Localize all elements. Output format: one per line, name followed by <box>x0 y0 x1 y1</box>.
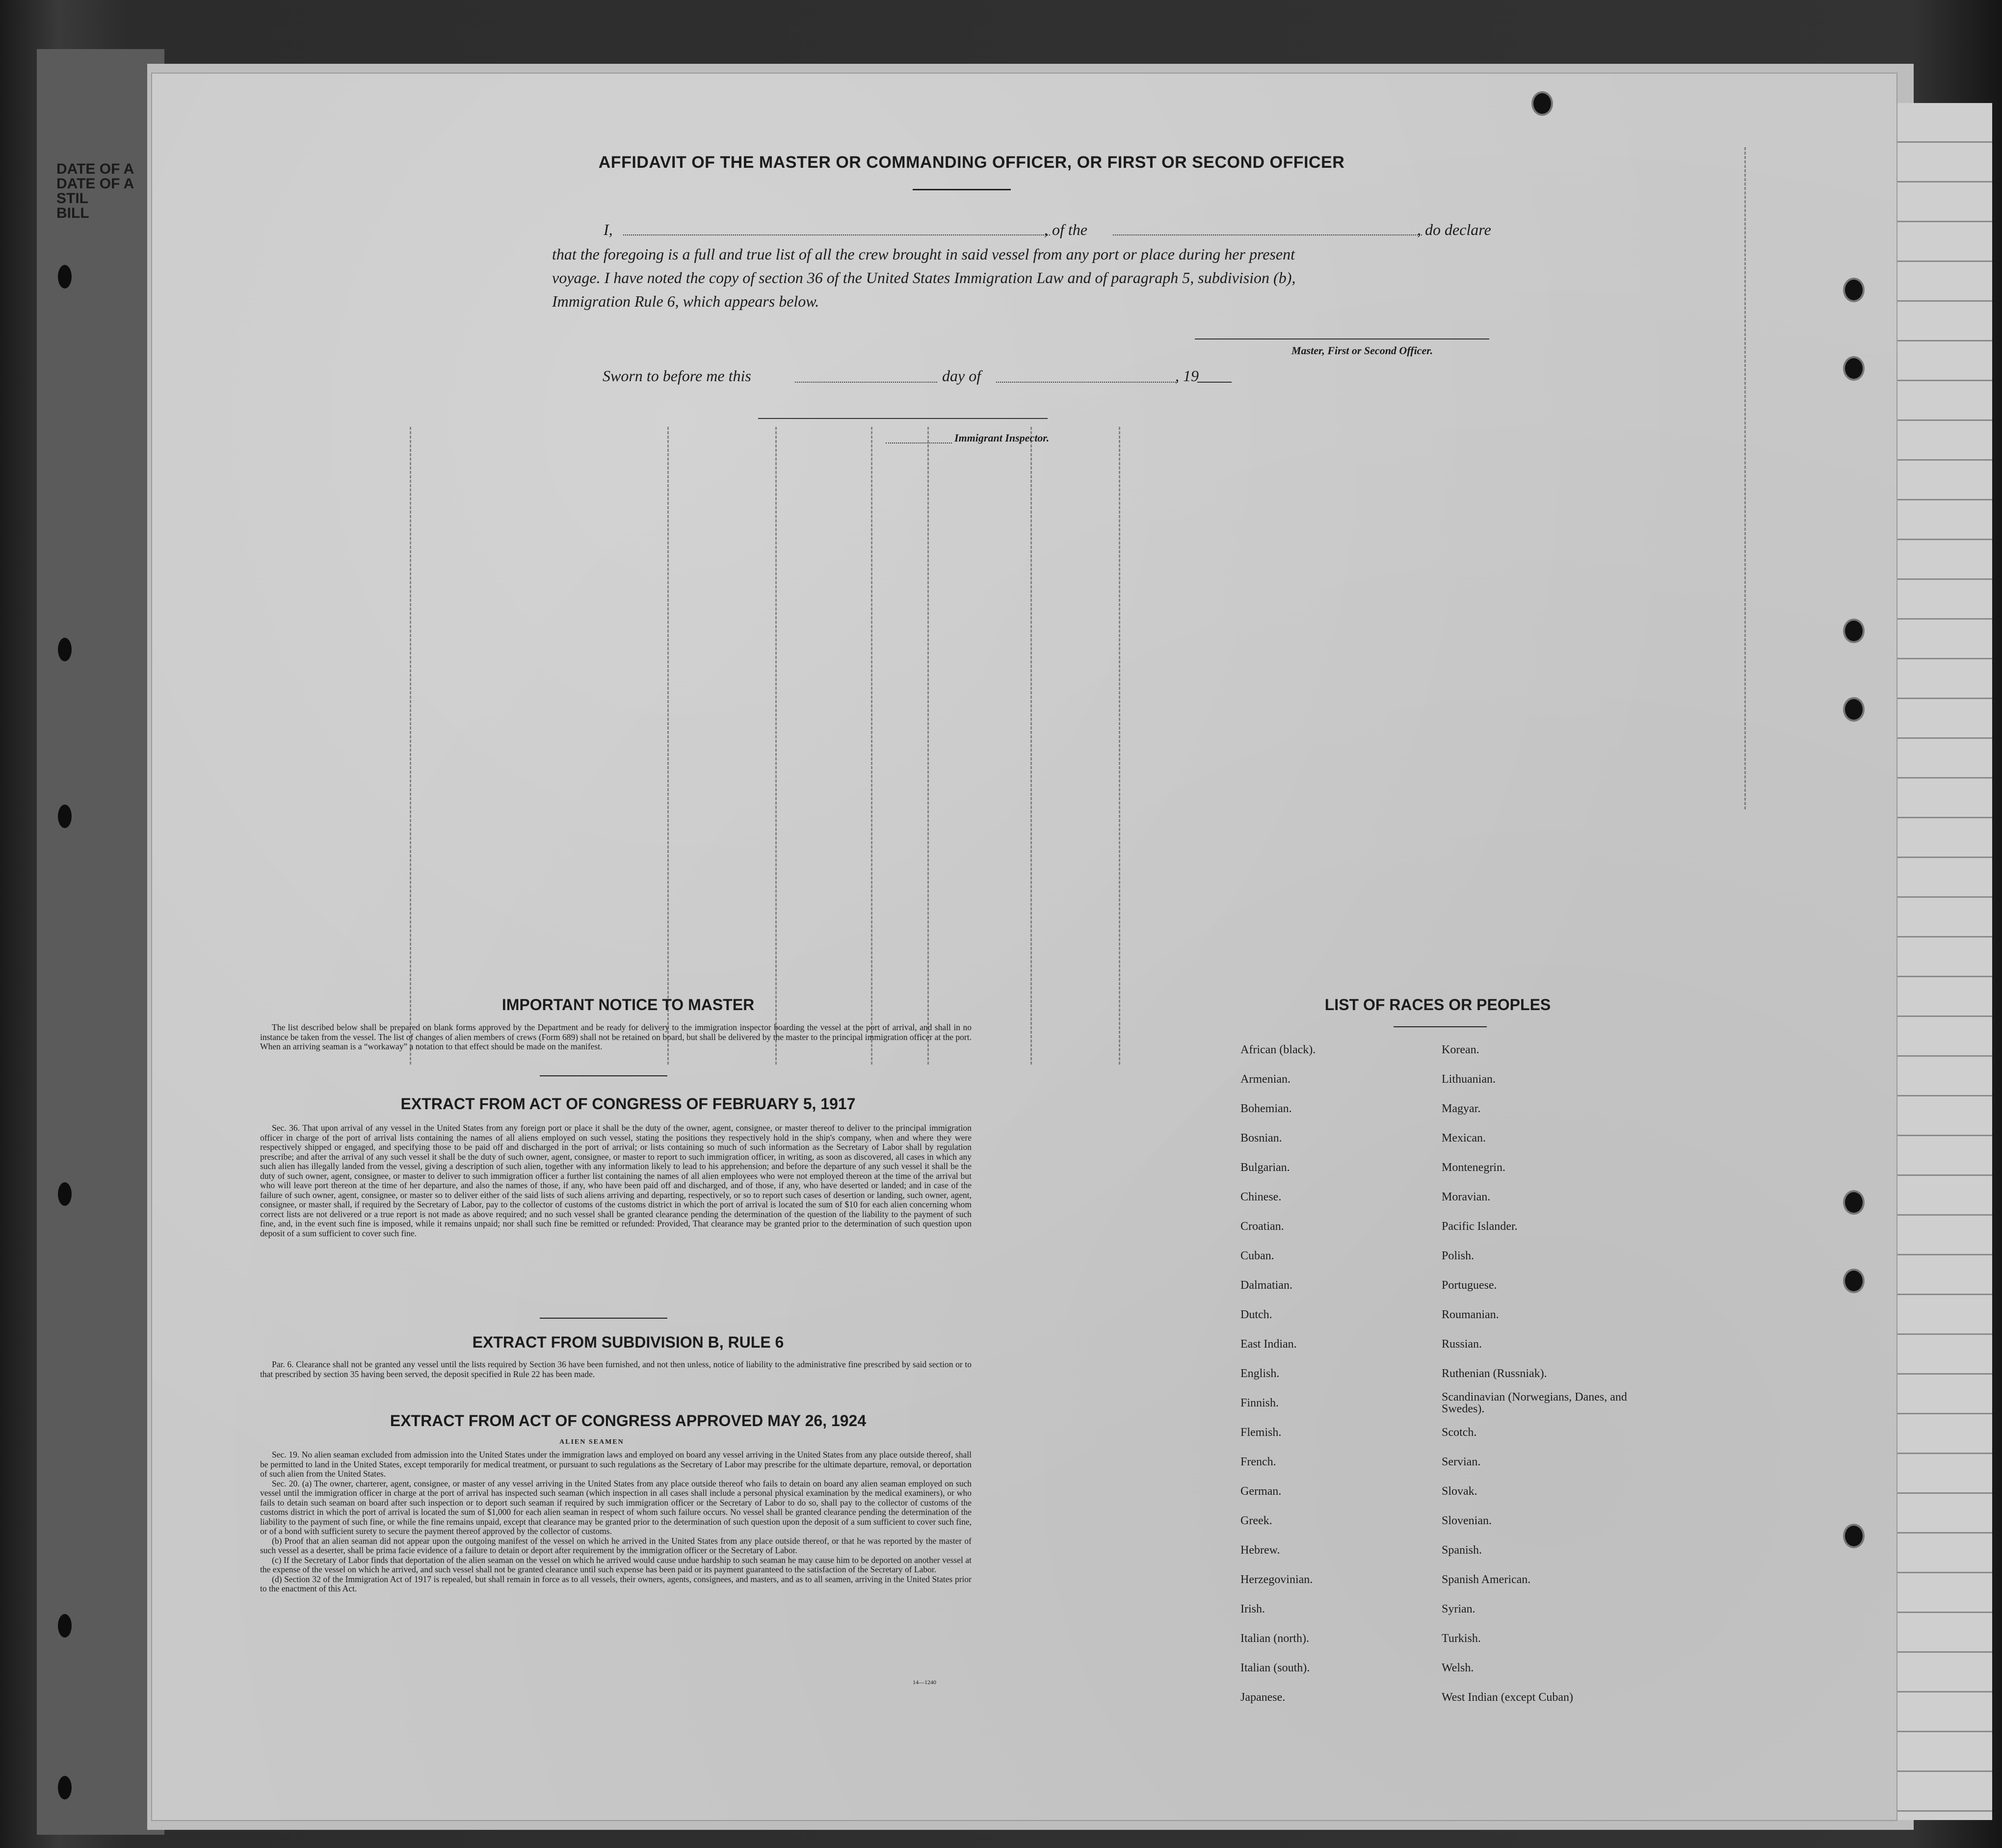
punch-hole <box>1845 621 1863 641</box>
race-item: Herzegovinian. <box>1240 1573 1313 1586</box>
race-item: Hebrew. <box>1240 1544 1280 1557</box>
underlying-sheet-text: DATE OF A DATE OF A STIL BILL <box>56 161 134 221</box>
race-item: Moravian. <box>1442 1191 1491 1203</box>
notice-paragraph: The list described below shall be prepared on blank forms approved by the Department and be ready for delivery to the immigration inspector boarding the vessel at the port of arrival, and shall in no instance be taken from the vessel. The list of changes of alien members of crews (Form 689) shall not be retained on board, but shall be delivered by the master to the principal immigration officer at the port. When an arriving seaman is a “workaway” a notation to that effect should be made on the manifest. <box>260 1022 972 1051</box>
master-label: Master, First or Second Officer. <box>1291 344 1433 357</box>
race-item: Welsh. <box>1442 1662 1474 1674</box>
punch-hole <box>1845 1271 1863 1291</box>
race-item: Spanish American. <box>1442 1573 1531 1586</box>
punch-hole <box>1845 1526 1863 1546</box>
inspector-signature-line[interactable] <box>758 418 1048 419</box>
sec-20c-paragraph: (c) If the Secretary of Labor finds that deportation of the alien seaman on the vessel on which he arrived would cause undue hardship to such seaman he may cause him to be deported on another vessel at the expense of the vessel on which he arrived, and such vessel shall not be granted clearance until such expense has been paid or its payment guaranteed to the satisfaction of the Secretary of Labor. <box>260 1555 972 1574</box>
ruled-sheet-edge <box>1894 103 1992 1820</box>
race-item: Russian. <box>1442 1338 1482 1351</box>
races-rule <box>1394 1026 1487 1027</box>
inspector-dots <box>886 442 952 443</box>
notice-text <box>260 1023 972 1052</box>
year-label: , 19 <box>1175 367 1199 385</box>
race-item: Servian. <box>1442 1456 1481 1468</box>
form-number: 14—1240 <box>913 1679 936 1686</box>
race-item: Japanese. <box>1240 1691 1286 1704</box>
sec-20d-paragraph: (d) Section 32 of the Immigration Act of 1917 is repealed, but shall remain in force as to all vessels, their owners, agents, consignees, and masters, and as to all seamen, arriving in the United States prior to the enactment of this Act. <box>260 1574 972 1593</box>
notice-heading: IMPORTANT NOTICE TO MASTER <box>501 996 755 1014</box>
extract-1924-heading: EXTRACT FROM ACT OF CONGRESS APPROVED MAY 26, 1924 <box>390 1412 867 1430</box>
bleed-through-column <box>775 427 777 1065</box>
sec-19-paragraph: Sec. 19. No alien seaman excluded from admission into the United States under the immigration laws and employed on board any vessel arriving in the United States from any place outside thereof, shall be permitted to land in the United States, except temporarily for medical treatment, or pursuant to such regulations as the Secretary of Labor may prescribe for the ultimate departure, removal, or deportation of such alien from the United States. <box>260 1450 972 1479</box>
race-item: Greek. <box>1240 1514 1272 1527</box>
underlying-sheet-edge <box>37 49 164 1835</box>
race-item: German. <box>1240 1485 1282 1498</box>
races-heading: LIST OF RACES OR PEOPLES <box>1324 996 1551 1014</box>
extract-1917-heading: EXTRACT FROM ACT OF CONGRESS OF FEBRUARY 5, 1917 <box>400 1095 856 1113</box>
race-item: English. <box>1240 1367 1280 1380</box>
bleed-through-column <box>410 427 411 1065</box>
race-item: Slovenian. <box>1442 1514 1492 1527</box>
race-item: Portuguese. <box>1442 1279 1497 1292</box>
binder-hole <box>58 1776 72 1799</box>
race-item: Croatian. <box>1240 1220 1284 1233</box>
race-item: Dalmatian. <box>1240 1279 1292 1292</box>
race-item: Bosnian. <box>1240 1132 1282 1145</box>
race-item: Bulgarian. <box>1240 1161 1290 1174</box>
race-item: Spanish. <box>1442 1544 1482 1557</box>
affidavit-i: I, <box>604 221 613 238</box>
race-item: Slovak. <box>1442 1485 1477 1498</box>
affidavit-title: AFFIDAVIT OF THE MASTER OR COMMANDING OFFICER, OR FIRST OR SECOND OFFICER <box>598 153 1345 172</box>
race-item: Turkish. <box>1442 1632 1481 1645</box>
race-item: Mexican. <box>1442 1132 1486 1145</box>
sworn-label: Sworn to before me this <box>603 367 751 385</box>
par-6-paragraph: Par. 6. Clearance shall not be granted any vessel until the lists required by Section 36 have been furnished, and not then unless, notice of liability to the administrative fine prescribed by said section or to that prescribed by section 35 having been served, the deposit specified in Rule 22 has been made. <box>260 1359 972 1379</box>
section-rule <box>540 1075 667 1076</box>
bleed-through-column <box>1119 427 1120 1065</box>
race-item: French. <box>1240 1456 1276 1468</box>
binder-hole <box>58 1182 72 1206</box>
name-blank[interactable] <box>623 234 1050 235</box>
race-item: Montenegrin. <box>1442 1161 1505 1174</box>
race-item: Cuban. <box>1240 1249 1274 1262</box>
bleed-through-column <box>1030 427 1032 1065</box>
extract-rule6-text <box>260 1360 972 1379</box>
race-item: Flemish. <box>1240 1426 1282 1439</box>
punch-hole <box>1845 280 1863 300</box>
sec-36-paragraph: Sec. 36. That upon arrival of any vessel in the United States from any foreign port or place it shall be the duty of the owner, agent, consignee, or master thereof to deliver to the principal immigration officer in charge of the port of arrival lists containing the names of all aliens employed on such vessel, stating the positions they respectively hold in the ship's company, when and where they were respectively shipped or engaged, and specifying those to be paid off and discharged in the port of arrival; or lists containing so much of such information as the Secretary of Labor shall by regulation prescribe; and after the arrival of any such vessel it shall be the duty of such owner, agent, consignee, or master to report to such immigration officer, in writing, as soon as discovered, all cases in which any such alien has illegally landed from the vessel, giving a description of such alien, together with any information likely to lead to his apprehension; and before the departure of any such vessel it shall be the duty of such owner, agent, consignee, or master to deliver to such immigration officer a further list containing the names of all alien employees who were not employed thereon at the time of the arrival but who will leave port thereon at the time of her departure, and also the names of those, if any, who have been paid off and discharged, and of those, if any, who have deserted or landed; and in case of the failure of such owner, agent, consignee, or master so to deliver either of the said lists of such aliens arriving and departing, respectively, or so to report such cases of desertion or landing, such owner, agent, consignee, or master shall, if required by the Secretary of Labor, pay to the collector of customs of the customs district in which the port of arrival is located the sum of $10 for each alien concerning whom correct lists are not delivered or a true report is not made as above required; and no such vessel shall be granted clearance pending the determination of the question of the liability to the payment of such fine, and, in the event such fine is imposed, while it remains unpaid; nor shall such fine be remitted or refunded: Provided, That clearance may be granted prior to the determination of such question upon deposit of a sum sufficient to cover such fine. <box>260 1123 972 1238</box>
race-item: Italian (north). <box>1240 1632 1309 1645</box>
race-item: Korean. <box>1442 1043 1479 1056</box>
race-item: Ruthenian (Russniak). <box>1442 1367 1547 1380</box>
affidavit-line-3: voyage. I have noted the copy of section 36 of the United States Immigration Law and of paragraph 5, subdivision (b), <box>552 269 1296 286</box>
bleed-through-column <box>871 427 872 1065</box>
race-item: Italian (south). <box>1240 1662 1310 1674</box>
race-item: Pacific Islander. <box>1442 1220 1518 1233</box>
punch-hole <box>1845 699 1863 720</box>
sworn-day-blank[interactable] <box>795 382 937 383</box>
race-item: Magyar. <box>1442 1102 1481 1115</box>
extract-1917-text <box>260 1123 972 1238</box>
race-item: Finnish. <box>1240 1397 1279 1409</box>
affidavit-of-the: , of the <box>1044 221 1087 238</box>
sec-20a-paragraph: Sec. 20. (a) The owner, charterer, agent, consignee, or master of any vessel arriving in the United States from any place outside thereof who fails to detain on board any alien seaman employed on such vessel until the immigration officer in charge at the port of arrival has inspected such seaman (which inspection in all cases shall include a personal physical examination by the medical examiners), or who fails to detain such seaman on board after such inspection or to deport such seaman if required by such immigration officer or the Secretary of Labor to do so, shall pay to the collector of customs of the customs district in which the port of arrival is located the sum of $1,000 for each alien seaman in respect of whom such failure occurs. No vessel shall be granted clearance pending the determination of the liability to the payment of such fine, or while the fine remains unpaid, except that clearance may be granted prior to the determination of such question upon the deposit of a sum sufficient to cover such fine, or of a bond with sufficient surety to secure the payment thereof approved by the collector of customs. <box>260 1478 972 1536</box>
race-item: Roumanian. <box>1442 1308 1499 1321</box>
extract-rule6-heading: EXTRACT FROM SUBDIVISION B, RULE 6 <box>472 1333 784 1351</box>
binder-hole <box>58 265 72 288</box>
race-item: Irish. <box>1240 1603 1265 1615</box>
affidavit-do-declare: , do declare <box>1417 221 1491 238</box>
binder-hole <box>58 638 72 661</box>
race-item: Scandinavian (Norwegians, Danes, and Swedes). <box>1442 1391 1627 1415</box>
alien-seamen-subheading: ALIEN SEAMEN <box>559 1438 624 1446</box>
section-rule <box>540 1318 667 1319</box>
race-item: Scotch. <box>1442 1426 1477 1439</box>
race-item: Chinese. <box>1240 1191 1282 1203</box>
day-of-label: day of <box>942 367 981 385</box>
bleed-through-column <box>927 427 929 1065</box>
year-blank[interactable] <box>1197 382 1232 383</box>
bleed-through-column <box>667 427 669 1065</box>
race-item: Armenian. <box>1240 1073 1291 1086</box>
race-item: Syrian. <box>1442 1603 1475 1615</box>
bleed-through-column <box>1744 147 1746 809</box>
vessel-blank[interactable] <box>1113 234 1422 235</box>
sec-20b-paragraph: (b) Proof that an alien seaman did not appear upon the outgoing manifest of the vessel on which he arrived in the United States from any place outside thereof, or that he was reported by the master of such vessel as a deserter, shall be prima facie evidence of a failure to detain or deport after requirement by the immigration officer or the Secretary of Labor. <box>260 1536 972 1555</box>
inspector-label: Immigrant Inspector. <box>954 432 1050 444</box>
title-rule <box>913 189 1011 190</box>
race-item: East Indian. <box>1240 1338 1297 1351</box>
punch-hole <box>1533 93 1551 114</box>
punch-hole <box>1845 358 1863 379</box>
race-item: Bohemian. <box>1240 1102 1292 1115</box>
master-signature-line[interactable] <box>1195 338 1489 339</box>
race-item: Lithuanian. <box>1442 1073 1496 1086</box>
binder-hole <box>58 1614 72 1638</box>
race-item: African (black). <box>1240 1043 1316 1056</box>
race-item: Polish. <box>1442 1249 1475 1262</box>
affidavit-line-2: that the foregoing is a full and true list of all the crew brought in said vessel from any port or place during her present <box>552 245 1295 263</box>
affidavit-line-4: Immigration Rule 6, which appears below. <box>552 292 819 310</box>
binder-hole <box>58 805 72 828</box>
punch-hole <box>1845 1192 1863 1213</box>
race-item: Dutch. <box>1240 1308 1272 1321</box>
sworn-month-blank[interactable] <box>996 382 1178 383</box>
race-item: West Indian (except Cuban) <box>1442 1691 1573 1704</box>
extract-1924-text <box>260 1450 972 1594</box>
